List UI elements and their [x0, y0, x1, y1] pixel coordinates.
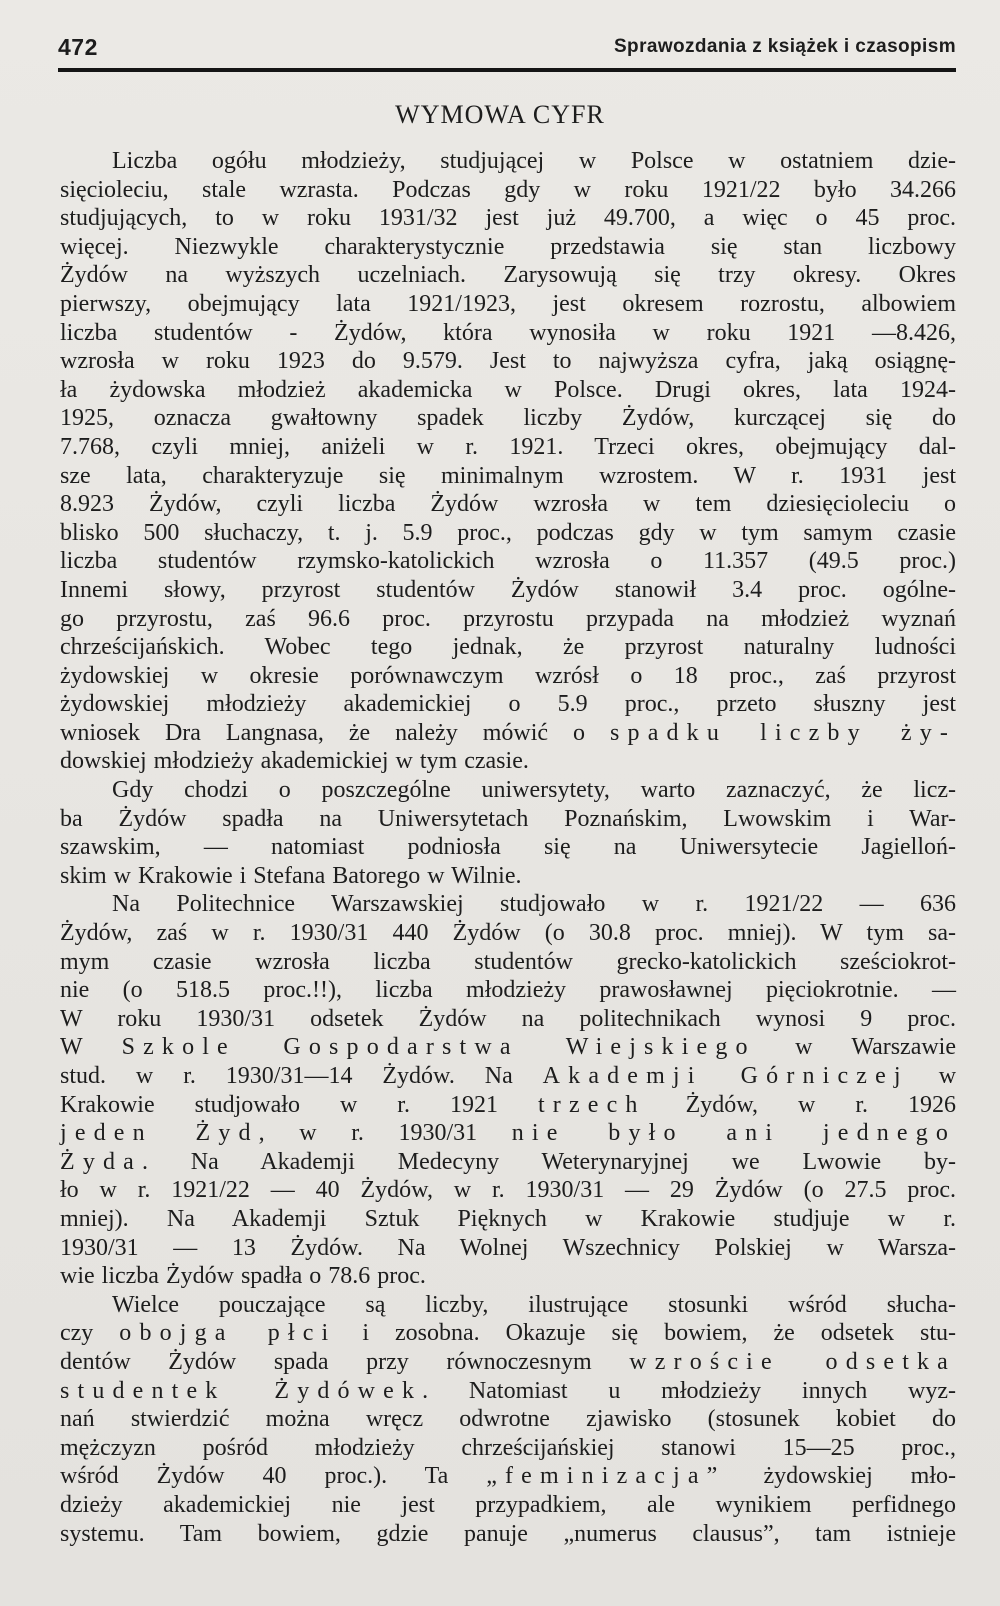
text-segment: żydowskiej mło- [763, 1463, 957, 1490]
text-line: więcej. Niezwykle charakterystycznie przedstawia się stan liczbowy [60, 233, 956, 260]
text-line: W roku 1930/31 odsetek Żydów na politechnikach wynosi 9 proc. [60, 1005, 956, 1032]
text-segment: . Natomiast u młodzieży innych wyz- [422, 1377, 956, 1404]
text-line: Wielce pouczające są liczby, ilustrujące stosunki wśród słucha- [112, 1291, 956, 1318]
text-segment: Żydów, w r. 1926 [685, 1091, 957, 1118]
text-line: W Szkole Gospodarstwa Wiejskiego w Warszawie [60, 1034, 957, 1061]
text-line: szawskim, — natomiast podniosła się na Uniwersytecie Jagielloń- [60, 834, 956, 861]
text-line: liczba studentów rzymsko-katolickich wzrosła o 11.357 (49.5 proc.) [60, 548, 956, 575]
text-line: 1930/31 — 13 Żydów. Na Wolnej Wszechnicy Polskiej w Warsza- [60, 1234, 956, 1261]
text-line [60, 719, 956, 748]
text-line: żydowskiej w okresie porównawczym wzrósł o 18 proc., zaś przyrost [60, 662, 956, 689]
text-segment: . Na Akademji Medecyny Weterynaryjnej we Lwowie by- [141, 1148, 956, 1175]
text-line: Liczba ogółu młodzieży, studjującej w Polsce w ostatniem dzie- [112, 148, 956, 174]
text-line: Innemi słowy, przyrost studentów Żydów stanowił 3.4 proc. ogólne- [60, 576, 956, 603]
text-segment: i zosobna. Okazuje się bowiem, że odsetek stu- [362, 1320, 957, 1347]
text-line: mniej). Na Akademji Sztuk Pięknych w Krakowie studjuje w r. [60, 1205, 956, 1232]
article-body [60, 147, 956, 1548]
text-line: dowskiej młodzieży akademickiej w tym czasie. [60, 748, 529, 775]
emphasis-spaced: nie było ani jednego [511, 1120, 957, 1147]
header-rule [58, 68, 956, 72]
text-line: Żydów na wyższych uczelniach. Zarysowują się trzy okresy. Okres [60, 262, 956, 289]
emphasis-spaced: Żyda [60, 1148, 142, 1175]
text-segment: , w r. 1930/31 [258, 1120, 478, 1147]
text-line: sze lata, charakteryzuje się minimalnym wzrostem. W r. 1931 jest [60, 462, 956, 489]
emphasis-spaced: jeden Żyd [60, 1120, 259, 1147]
text-line: wzrosła w roku 1923 do 9.579. Jest to najwyższa cyfra, jaką osiągnę- [60, 348, 956, 375]
text-line: systemu. Tam bowiem, gdzie panuje „numerus clausus”, tam istnieje [60, 1520, 956, 1547]
text-line [60, 1148, 956, 1177]
text-segment: czy [60, 1320, 94, 1347]
text-line: ło w r. 1921/22 — 40 Żydów, w r. 1930/31 — 29 Żydów (o 27.5 proc. [60, 1177, 956, 1204]
text-line: studjujących, to w roku 1931/32 jest już 49.700, a więc o 45 proc. [60, 205, 956, 232]
text-line [60, 1062, 956, 1091]
text-line: chrześcijańskich. Wobec tego jednak, że przyrost naturalny ludności [60, 634, 956, 661]
text-line: sięcioleciu, stale wzrasta. Podczas gdy w roku 1921/22 było 34.266 [60, 176, 956, 203]
text-line: go przyrostu, zaś 96.6 proc. przyrostu przypada na młodzież wyznań [60, 605, 956, 632]
text-line: wie liczba Żydów spadła o 78.6 proc. [60, 1263, 426, 1290]
text-segment: w Warszawie [795, 1034, 957, 1061]
text-line: żydowskiej młodzieży akademickiej o 5.9 proc., przeto słuszny jest [60, 691, 956, 718]
text-line: blisko 500 słuchaczy, t. j. 5.9 proc., podczas gdy w tym samym czasie [60, 519, 956, 546]
text-line: pierwszy, obejmujący lata 1921/1923, jest okresem rozrostu, albowiem [60, 290, 956, 317]
text-line: liczba studentów - Żydów, która wynosiła w roku 1921 —8.426, [60, 319, 956, 346]
emphasis-spaced: Szkole Gospodarstwa Wiejskiego [121, 1034, 756, 1061]
text-line: Żydów, zaś w r. 1930/31 440 Żydów (o 30.8 proc. mniej). W tym sa- [60, 920, 956, 947]
emphasis-spaced: „feminizacja” [486, 1463, 726, 1490]
text-line [60, 1319, 956, 1348]
text-segment: w [938, 1063, 957, 1089]
text-line: skim w Krakowie i Stefana Batorego w Wilnie. [60, 862, 522, 889]
page-header [58, 32, 956, 70]
text-line: nań stwierdzić można wręcz odwrotne zjawisko (stosunek kobiet do [60, 1406, 956, 1433]
article-title: WYMOWA CYFR [395, 100, 605, 129]
text-line: Gdy chodzi o poszczególne uniwersytety, warto zaznaczyć, że licz- [112, 777, 956, 804]
text-segment: Krakowie studjowało w r. 1921 [60, 1091, 498, 1118]
emphasis-spaced: Akademji Górniczej [542, 1063, 909, 1089]
running-head: Sprawozdania z książek i czasopism [613, 36, 956, 57]
text-line: mężczyzn pośród młodzieży chrześcijańskiej stanowi 15—25 proc., [60, 1434, 956, 1461]
text-segment: dentów Żydów spada przy równoczesnym [60, 1348, 592, 1375]
text-line [60, 1462, 956, 1491]
emphasis-spaced: wzroście odsetka [629, 1348, 956, 1375]
text-line [60, 1119, 956, 1148]
text-line [60, 1348, 956, 1377]
text-line: 7.768, czyli mniej, aniżeli w r. 1921. Trzeci okres, obejmujący dal- [60, 433, 956, 460]
emphasis-spaced: spadku liczby ży- [610, 719, 957, 746]
text-segment: wśród Żydów 40 proc.). Ta [60, 1463, 449, 1490]
emphasis-spaced: studentek Żydówek [60, 1377, 423, 1404]
text-line: 8.923 Żydów, czyli liczba Żydów wzrosła w tem dziesięcioleciu o [60, 491, 956, 518]
text-line: 1925, oznacza gwałtowny spadek liczby Żydów, kurczącej się do [60, 405, 956, 432]
page-number: 472 [58, 34, 98, 60]
text-line [60, 1377, 956, 1406]
text-line: dzieży akademickiej nie jest przypadkiem, ale wynikiem perfidnego [60, 1491, 956, 1518]
emphasis-spaced: trzech [537, 1091, 646, 1118]
text-segment: wniosek Dra Langnasa, że należy mówić o [60, 719, 586, 746]
text-line: ba Żydów spadła na Uniwersytetach Poznańskim, Lwowskim i War- [60, 805, 956, 832]
text-line: ła żydowska młodzież akademicka w Polsce. Drugi okres, lata 1924- [60, 376, 956, 403]
emphasis-spaced: obojga płci [119, 1320, 337, 1347]
text-segment: stud. w r. 1930/31—14 Żydów. Na [60, 1063, 513, 1089]
text-line [60, 1091, 956, 1120]
text-line: Na Politechnice Warszawskiej studjowało w r. 1921/22 — 636 [112, 891, 956, 918]
text-line: mym czasie wzrosła liczba studentów grecko-katolickich sześciokrot- [60, 948, 956, 975]
text-line: nie (o 518.5 proc.!!), liczba młodzieży prawosławnej pięciokrotnie. — [60, 977, 956, 1004]
